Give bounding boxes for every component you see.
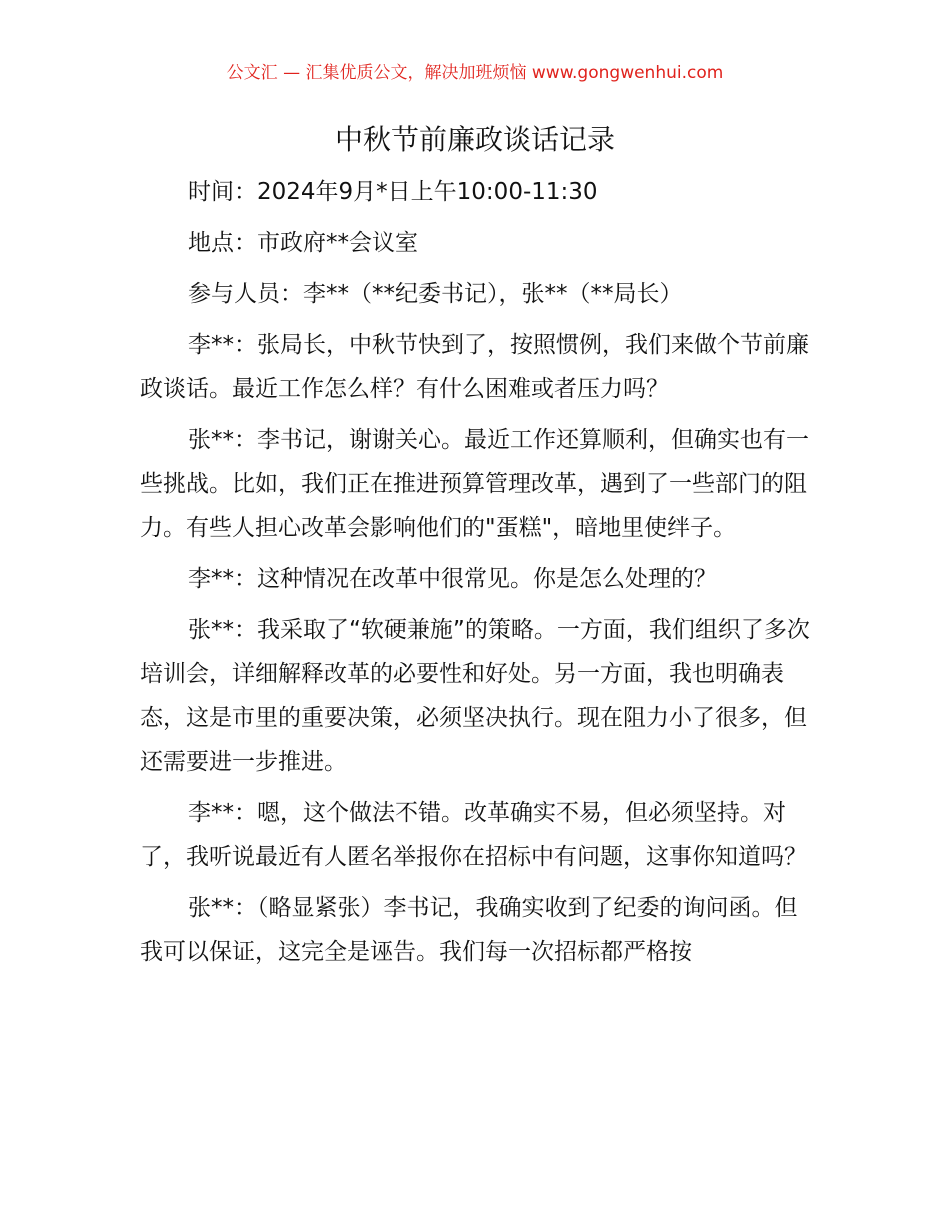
meeting-time: 时间：2024年9月*日上午10:00-11:30 <box>188 179 598 205</box>
dialogue-paragraph: 张**：我采取了“软硬兼施”的策略。一方面，我们组织了多次培训会，详细解释改革的必要性和好处。另一方面，我也明确表态，这是市里的重要决策，必须坚决执行。现在阻力小了很多，但还需要进一步推进。 <box>140 617 810 775</box>
meeting-participants: 参与人员：李**（**纪委书记），张**（**局长） <box>188 281 683 307</box>
dialogue-paragraph: 李**：嗯，这个做法不错。改革确实不易，但必须坚持。对了，我听说最近有人匿名举报你在招标中有问题，这事你知道吗？ <box>140 800 807 870</box>
dialogue-paragraph: 张**：李书记，谢谢关心。最近工作还算顺利，但确实也有一些挑战。比如，我们正在推进预算管理改革，遇到了一些部门的阻力。有些人担心改革会影响他们的"蛋糕"，暗地里使绊子。 <box>140 427 809 541</box>
dialogue-paragraph: 张**：（略显紧张）李书记，我确实收到了纪委的询问函。但我可以保证，这完全是诬告。我们每一次招标都严格按 <box>140 895 798 965</box>
dialogue-paragraph: 李**：张局长，中秋节快到了，按照惯例，我们来做个节前廉政谈话。最近工作怎么样？有什么困难或者压力吗？ <box>140 332 809 402</box>
meeting-location: 地点：市政府**会议室 <box>188 230 418 256</box>
document-body <box>140 170 812 981</box>
document-title: 中秋节前廉政谈话记录 <box>334 123 615 156</box>
site-header-banner: 公文汇 — 汇集优质公文，解决加班烦恼 www.gongwenhui.com <box>226 63 724 83</box>
dialogue-paragraph: 李**：这种情况在改革中很常见。你是怎么处理的？ <box>188 566 717 592</box>
